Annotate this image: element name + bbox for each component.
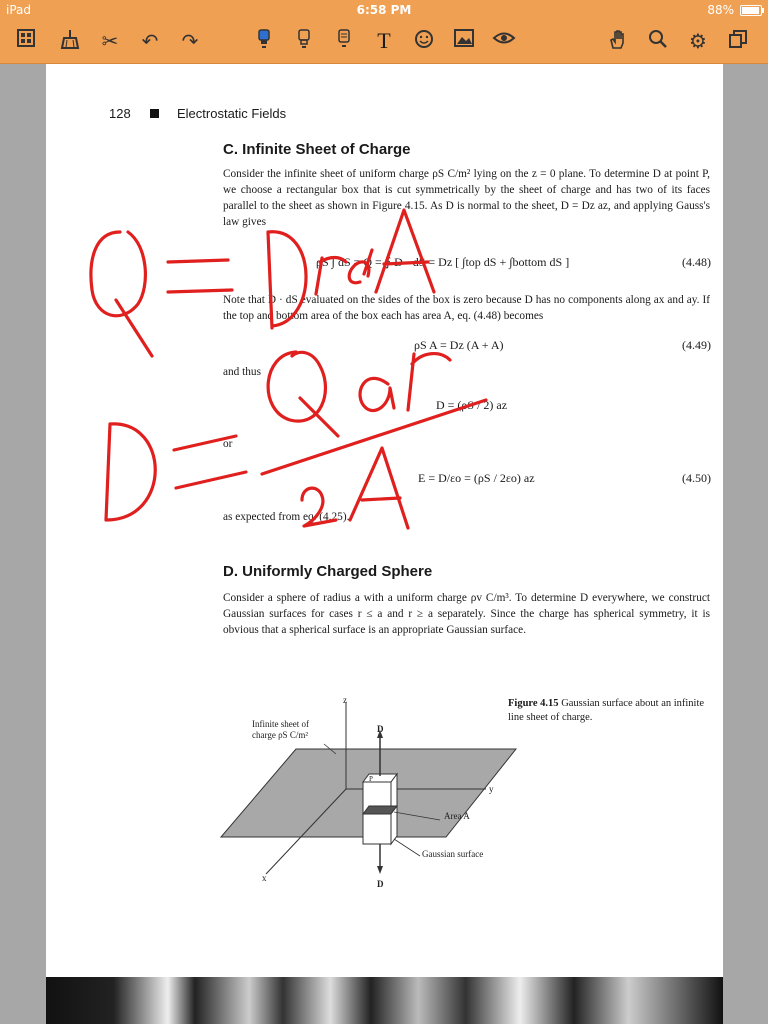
clock: 6:58 PM	[356, 3, 412, 17]
ink-q-stroke	[91, 232, 152, 356]
or-text: or	[223, 438, 233, 450]
ink-a-stroke	[376, 210, 434, 292]
ink-d-stroke	[268, 232, 306, 328]
equation-number-4-48: (4.48)	[682, 255, 711, 269]
section-d-title: D. Uniformly Charged Sphere	[223, 563, 433, 580]
equation-4-48: ρS ∫ dS = Q = ∮ D · dS = Dz [ ∫top dS + ∫bottom dS ]	[316, 255, 570, 269]
battery-percent: 88%	[707, 3, 734, 17]
equation-4-49: ρS A = Dz (A + A)	[414, 338, 504, 352]
text-icon[interactable]: T	[377, 28, 391, 53]
undo-icon[interactable]: ↶	[141, 29, 159, 53]
axis-y-label: y	[489, 784, 494, 794]
redo-icon[interactable]: ↷	[181, 29, 199, 53]
ink-equals-stroke-1	[168, 260, 232, 292]
sheet-label: Infinite sheet of charge ρS C/m²	[252, 719, 309, 740]
running-head: Electrostatic Fields	[177, 106, 287, 121]
section-c-title: C. Infinite Sheet of Charge	[223, 141, 411, 158]
expected-text: as expected from eq. (4.25).	[223, 511, 350, 523]
equation-d: D = (ρS / 2) az	[436, 398, 508, 412]
ink-a2-stroke	[360, 378, 394, 410]
paragraph-2: Note that D · dS evaluated on the sides of the box is zero because D has no components along ax and ay. If the top and bottom area of the box each has area A, eq. (4.48) becomes	[223, 294, 710, 322]
d-top-label: D	[377, 724, 384, 734]
ink-r2-stroke	[408, 354, 450, 410]
paragraph-1: Consider the infinite sheet of uniform charge ρS C/m² lying on the z = 0 plane. To determine D at point P, we choose a rectangular box that is cut symmetrically by the sheet of charge and has two of its faces parallel to the sheet as shown in Figure 4.15. As D is normal to the sheet, D = Dz az, and applying Gauss's law gives	[223, 168, 710, 228]
equation-number-4-49: (4.49)	[682, 338, 711, 352]
gear-icon[interactable]: ⚙	[689, 29, 707, 53]
ink-a3-stroke	[350, 448, 408, 528]
ink-2-stroke	[349, 250, 372, 283]
page-number: 128	[109, 106, 131, 121]
axis-z-label: z	[343, 695, 347, 705]
scissors-icon[interactable]: ✂	[101, 29, 119, 53]
point-p-label: P	[369, 775, 373, 783]
gaussian-surface-label: Gaussian surface	[422, 849, 484, 859]
ink-q2-stroke	[268, 352, 338, 436]
ink-equals-stroke-2	[174, 436, 246, 488]
ink-d2-stroke	[106, 424, 155, 520]
paragraph-3: Consider a sphere of radius a with a uniform charge ρv C/m³. To determine D everywhere, we construct Gaussian surfaces for cases r ≤ a and r ≥ a separately. Since the charge has spherical symmetry, it is obvious that a spherical surface is an appropriate Gaussian surface.	[223, 592, 710, 636]
equation-number-4-50: (4.50)	[682, 471, 711, 485]
ink-2-stroke-2	[302, 488, 336, 526]
figure-caption-text: Gaussian surface about an infinite line sheet of charge.	[508, 698, 705, 723]
equation-4-50: E = D/εo = (ρS / 2εo) az	[418, 471, 535, 485]
d-bottom-label: D	[377, 879, 384, 889]
axis-x-label: x	[262, 873, 267, 883]
and-thus-text: and thus	[223, 366, 261, 378]
figure-caption-label: Figure 4.15	[508, 698, 559, 709]
device-label: iPad	[6, 3, 32, 17]
ink-r-stroke	[316, 258, 346, 295]
area-label: Area A	[444, 811, 470, 821]
